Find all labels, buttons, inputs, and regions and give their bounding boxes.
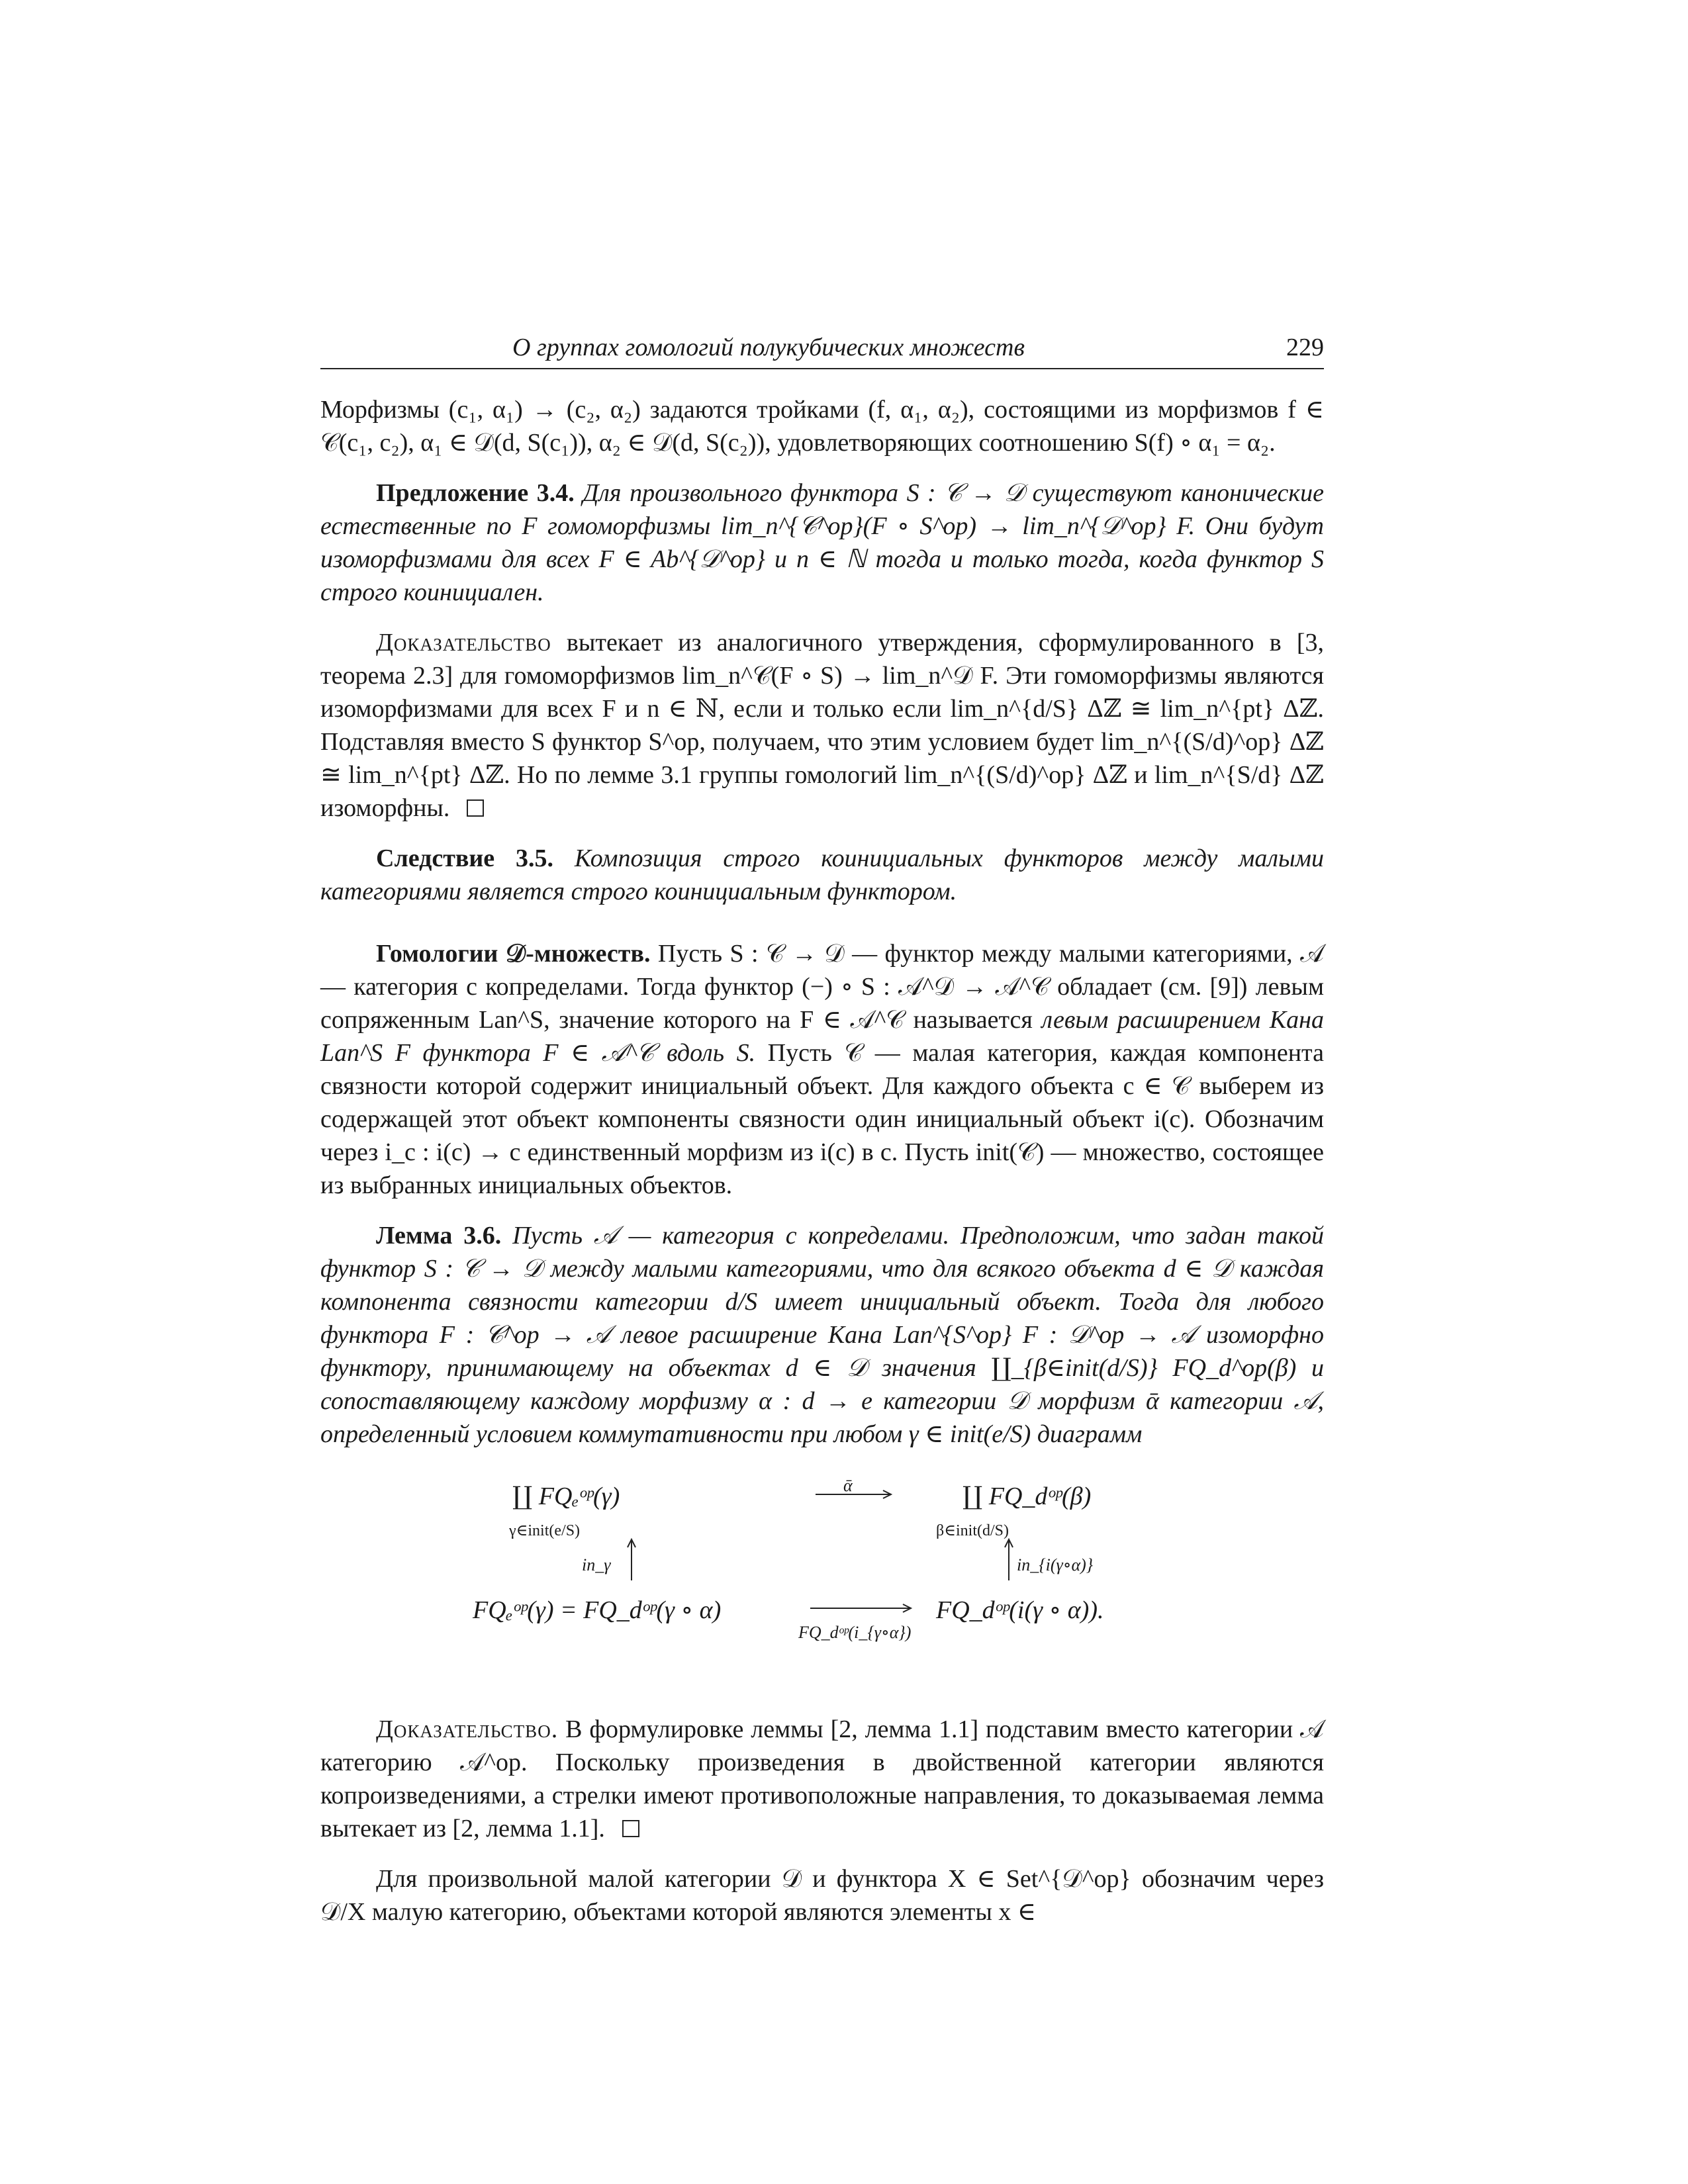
diagram-top-left: ∐ FQₑᵒᵖ(γ) [512, 1482, 620, 1510]
proof-3-6-label: Доказательство. [376, 1715, 559, 1743]
diagram-bottom-left: FQₑᵒᵖ(γ) = FQ_dᵒᵖ(γ ∘ α) [473, 1596, 722, 1624]
lemma-text-2: категории 𝒟 морфизм ᾱ категории 𝒜, определенный условием коммутативности при любом γ ∈ init(e/S) диаграмм [320, 1387, 1324, 1448]
corollary-3-5 [320, 842, 1324, 908]
diagram-left-arrow-label: in_γ [582, 1555, 611, 1574]
homology-section [320, 937, 1324, 1202]
running-title: О группах гомологий полукубических множеств [512, 334, 1025, 361]
homology-text-2: Пусть 𝒞 — малая категория, каждая компонента связности которой содержит инициальный объект. Для каждого объекта c ∈ 𝒞 выберем из содержащей этот объект компоненты связности один инициальный объект i(c). Обозначим через i_c : i(c) → c единственный морфизм из i(c) в c. Пусть init(𝒞) — множество, состоящее из выбранных инициальных объектов. [320, 1039, 1324, 1199]
diagram-right-arrow-label: in_{i(γ∘α)} [1017, 1555, 1094, 1574]
qed-icon [467, 799, 484, 817]
corollary-label: Следствие 3.5. [376, 844, 554, 872]
proof-3-6 [320, 1713, 1324, 1845]
diagram-bottom-arrow-label: FQ_dᵒᵖ(i_{γ∘α}) [798, 1623, 912, 1642]
proof-text: вытекает из аналогичного утверждения, сформулированного в [3, теорема 2.3] для гомоморфизмов lim_n^𝒞(F ∘ S) → lim_n^𝒟 F. Эти гомоморфизмы являются изоморфизмами для всех F и n ∈ ℕ, если и только если lim_n^{d/S} Δℤ ≅ lim_n^{pt} Δℤ. Подставляя вместо S функтор S^op, получаем, что этим условием будет lim_n^{(S/d)^op} Δℤ ≅ lim_n^{pt} Δℤ. Но по лемме 3.1 группы гомологий lim_n^{(S/d)^op} Δℤ и lim_n^{S/d} Δℤ изоморфны. [320, 629, 1325, 822]
homology-term: левым расширением Кана Lan^S F функтора F ∈ 𝒜^𝒞 вдоль S. [320, 1006, 1325, 1067]
lemma-3-6 [320, 1219, 1324, 1451]
proof-3-6-text: В формулировке леммы [2, лемма 1.1] подставим вместо категории 𝒜 категорию 𝒜^op. Поскольку произведения в двойственной категории являются копроизведениями, а стрелки имеют противоположные направления, то доказываемая лемма вытекает из [2, лемма 1.1]. [320, 1715, 1325, 1843]
diagram-top-left-sub: γ∈init(e/S) [509, 1522, 581, 1539]
diagram-top-right-sub: β∈init(d/S) [936, 1522, 1009, 1539]
proof-3-4 [320, 626, 1324, 825]
homology-text-1: Пусть S : 𝒞 → 𝒟 — функтор между малыми категориями, 𝒜 — категория с копределами. Тогда функтор (−) ∘ S : 𝒜^𝒟 → 𝒜^𝒞 обладает (см. [9]) левым сопряженным Lan^S, значение которого на F ∈ 𝒜^𝒞 называется [320, 940, 1325, 1034]
proof-label: Доказательство [376, 629, 551, 657]
proposition-3-4 [320, 477, 1324, 609]
lemma-text-1: Пусть 𝒜 — категория с копределами. Предположим, что задан такой функтор S : 𝒞 → 𝒟 между малыми категориями, что для всякого объекта d ∈ 𝒟 каждая компонента связности категории d/S имеет инициальный объект. Тогда для любого функтора F : 𝒞^op → 𝒜 левое расширение Кана Lan^{S^op} F : 𝒟^op → 𝒜 изоморфно функтору, принимающему на объектах d ∈ 𝒟 значения ∐_{β∈init(d/S)} FQ_d^op(β) и сопоставляющему каждому морфизму α : d → e [320, 1222, 1324, 1415]
paragraph-morphisms: Морфизмы (c₁, α₁) → (c₂, α₂) задаются тройками (f, α₁, α₂), состоящими из морфизмов f ∈ 𝒞(c₁, c₂), α₁ ∈ 𝒟(d, S(c₁)), α₂ ∈ 𝒟(d, S(c₂)), удовлетворяющих соотношению S(f) ∘ α₁ = α₂. [320, 396, 1324, 457]
proposition-text: Для произвольного функтора S : 𝒞 → 𝒟 существуют канонические естественные по F гомоморфизмы lim_n^{𝒞^op}(F ∘ S^op) → lim_n^{𝒟^op} F. Они будут изоморфизмами для всех F ∈ Ab^{𝒟^op} и n ∈ ℕ тогда и только тогда, когда функтор S строго коинициален. [320, 479, 1325, 606]
running-header [320, 331, 1324, 369]
diagram-bottom-right: FQ_dᵒᵖ(i(γ ∘ α)). [936, 1596, 1104, 1624]
diagram-top-arrow-label: ᾱ [843, 1476, 853, 1495]
diagram-top-right: ∐ FQ_dᵒᵖ(β) [962, 1482, 1092, 1510]
qed-icon [622, 1820, 639, 1837]
homology-label: Гомологии 𝒟-множеств. [376, 940, 651, 968]
page [320, 331, 1324, 1946]
corollary-text: Композиция строго коинициальных функторов между малыми категориями является строго коинициальным функтором. [320, 844, 1324, 905]
commutative-diagram [320, 1468, 1324, 1666]
lemma-label: Лемма 3.6. [376, 1222, 502, 1250]
page-number: 229 [1286, 334, 1324, 361]
proposition-label: Предложение 3.4. [376, 479, 575, 507]
final-paragraph: Для произвольной малой категории 𝒟 и функтора X ∈ Set^{𝒟^op} обозначим через 𝒟/X малую категорию, объектами которой являются элементы x ∈ [320, 1865, 1324, 1926]
